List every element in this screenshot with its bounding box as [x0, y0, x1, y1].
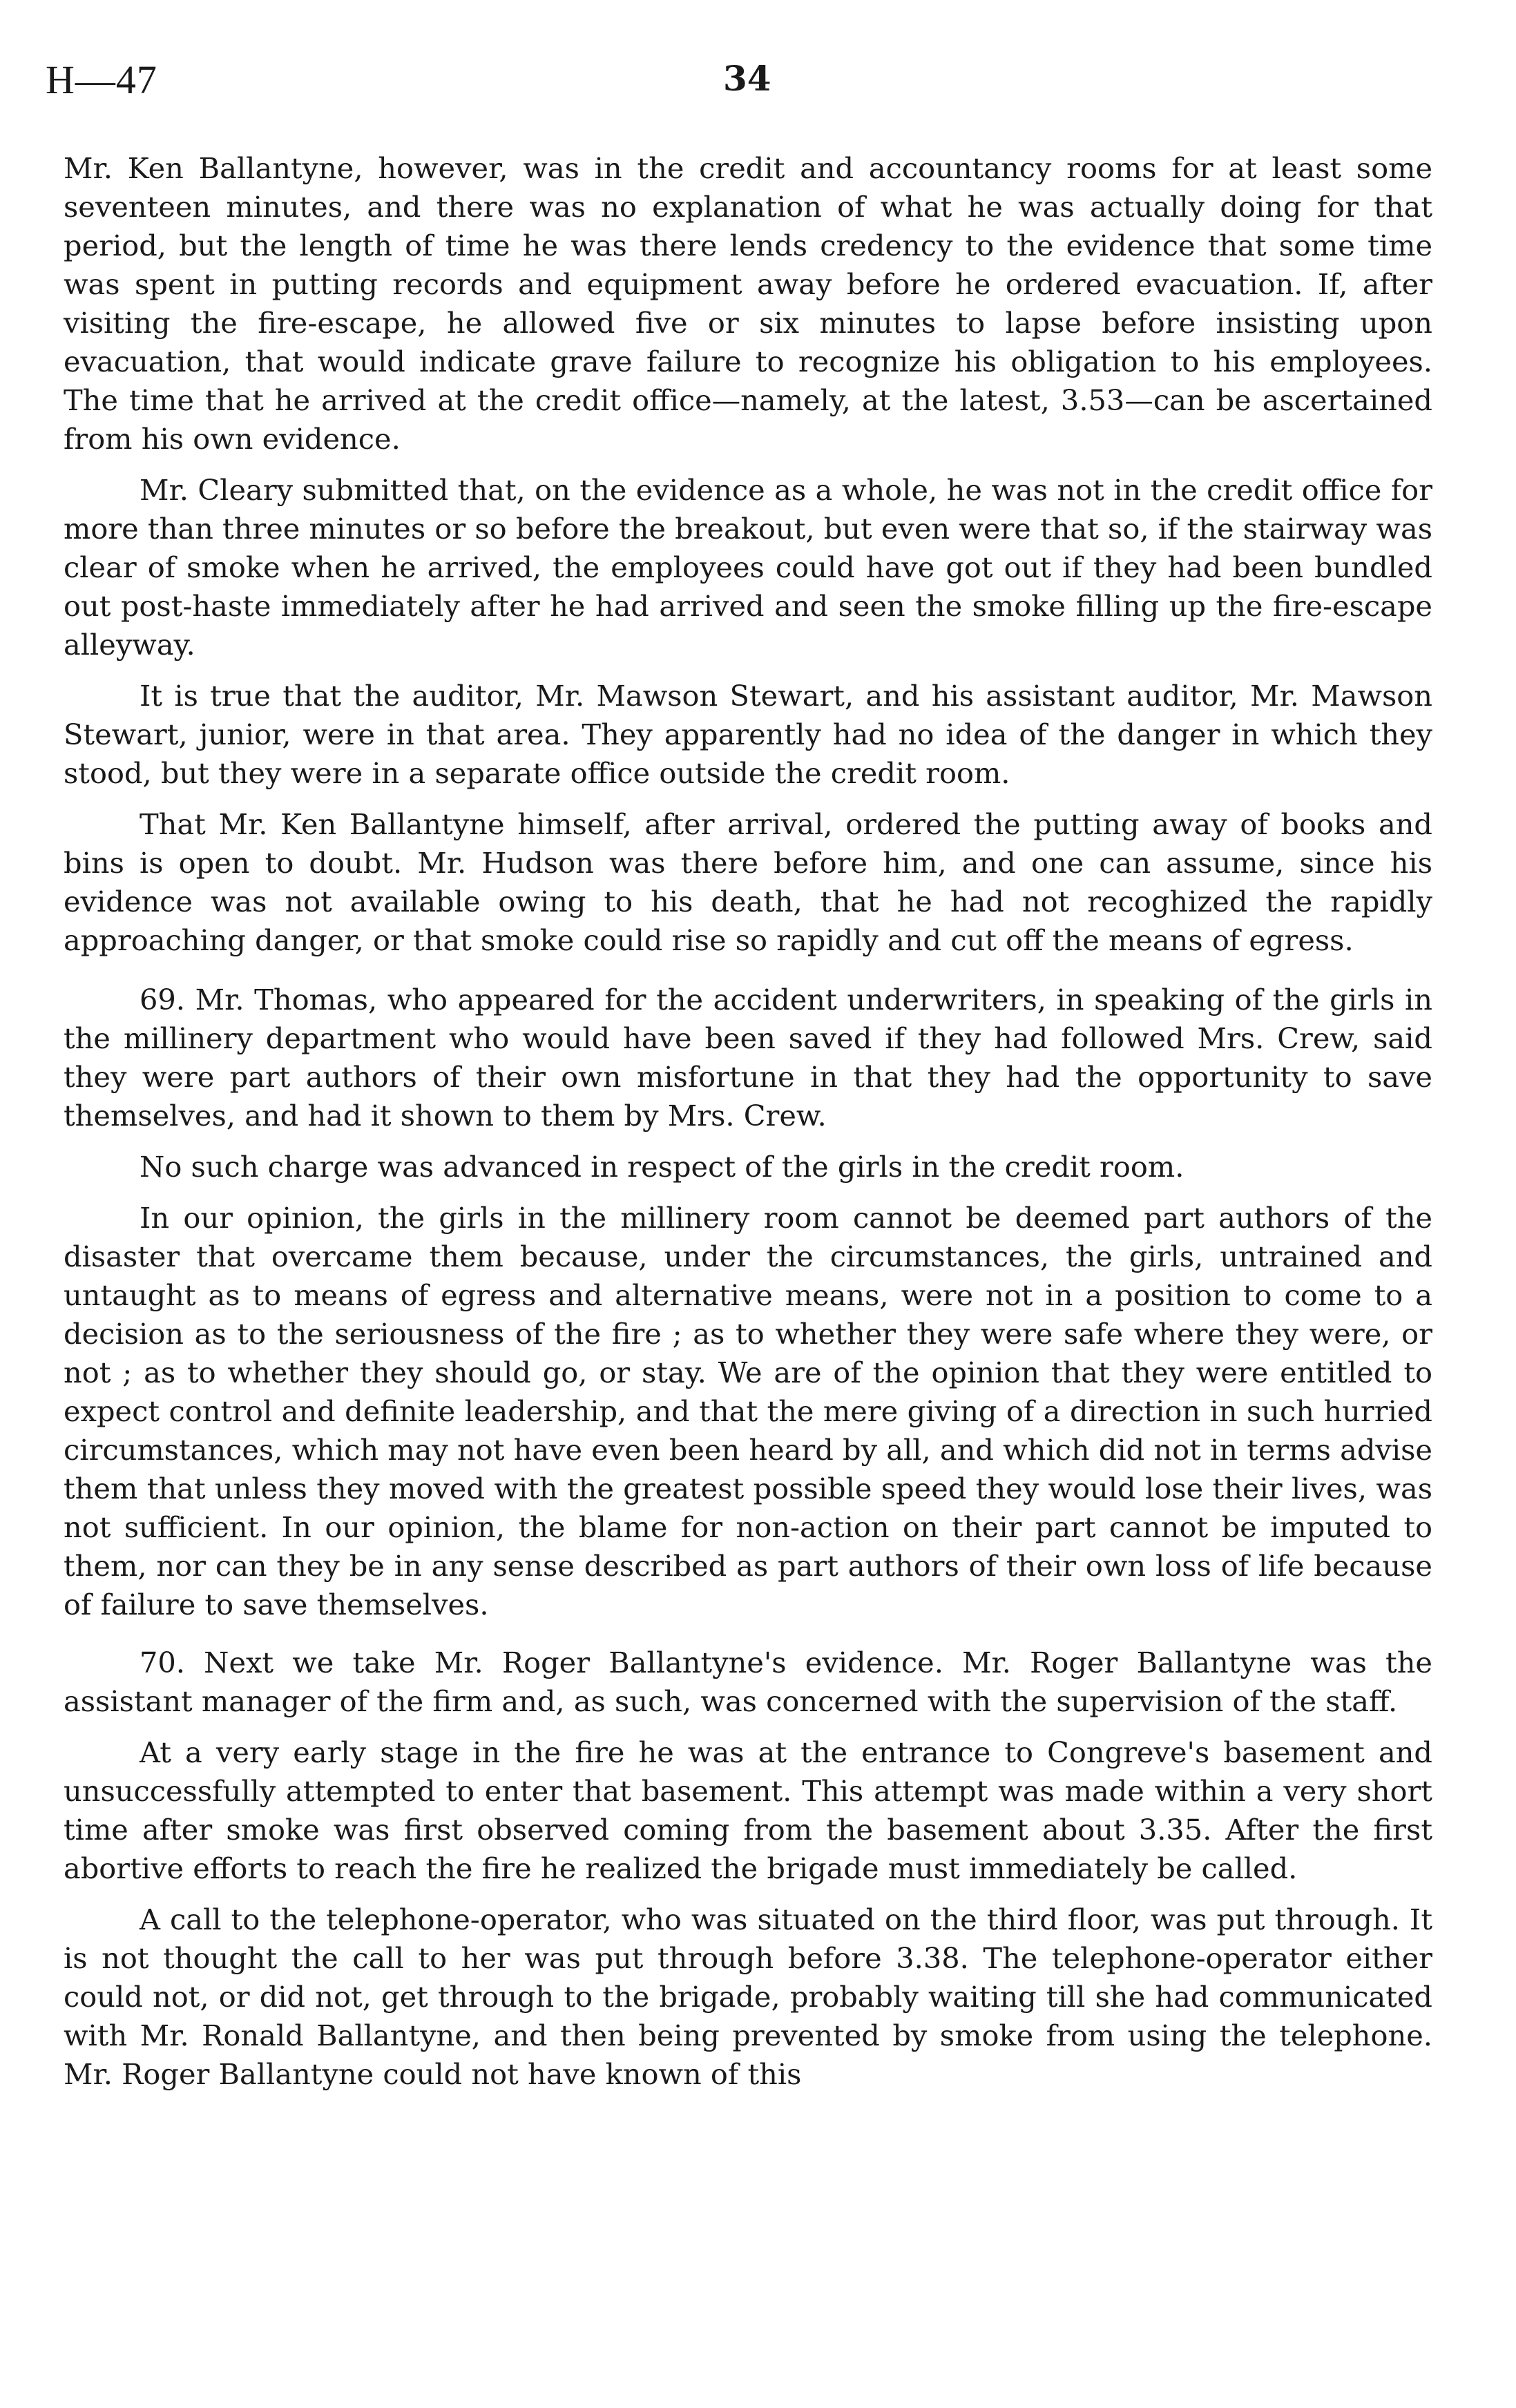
paragraph-cleary-submission: Mr. Cleary submitted that, on the evidence as a whole, he was not in the credit office for more than three minutes or so before the breakout, but even were that so, if the stairway was clear of smoke when he arrived, the employees could have got out if they had been bundled out post-haste immediately after he had arrived and seen the smoke filling up the fire-escape alleyway.	[64, 473, 1432, 662]
paragraph-books-and-bins: That Mr. Ken Ballantyne himself, after arrival, ordered the putting away of books and bins is open to doubt. Mr. Hudson was there before him, and one can assume, since his evidence was not available owing to his death, that he had not recoghized the rapidly approaching danger, or that smoke could rise so rapidly and cut off the means of egress.	[64, 807, 1432, 957]
paragraph-auditors: It is true that the auditor, Mr. Mawson Stewart, and his assistant auditor, Mr. Mawson Stewart, junior, were in that area. They apparently had no idea of the danger in which they stood, but they were in a separate office outside the credit room.	[64, 679, 1432, 790]
paragraph-telephone-operator: A call to the telephone-operator, who was situated on the third floor, was put through. It is not thought the call to her was put through before 3.38. The telephone-operator either could not, or did not, get through to the brigade, probably waiting till she had communicated with Mr. Ronald Ballantyne, and then being prevented by smoke from using the telephone. Mr. Roger Ballantyne could not have known of this	[64, 1903, 1432, 2091]
paragraph-no-such-charge: No such charge was advanced in respect of the girls in the credit room.	[140, 1150, 1184, 1184]
paragraph-69-thomas: 69. Mr. Thomas, who appeared for the accident underwriters, in speaking of the girls in the millinery department who would have been saved if they had followed Mrs. Crew, said they were part authors of their own misfortune in that they had the opportunity to save themselves, and had it shown to them by Mrs. Crew.	[64, 983, 1432, 1133]
document-code: H—47	[46, 57, 157, 102]
paragraph-70-roger-ballantyne: 70. Next we take Mr. Roger Ballantyne's evidence. Mr. Roger Ballantyne was the assistant manager of the firm and, as such, was concerned with the supervision of the staff.	[64, 1646, 1432, 1718]
page-header	[46, 57, 1434, 112]
page-number: 34	[723, 58, 771, 99]
body-text	[64, 149, 1432, 2094]
paragraph-millinery-opinion: In our opinion, the girls in the millinery room cannot be deemed part authors of the disaster that overcame them because, under the circumstances, the girls, untrained and untaught as to means of egress and alternative means, were not in a position to come to a decision as to the seriousness of the fire ; as to whether they were safe where they were, or not ; as to whether they should go, or stay. We are of the opinion that they were entitled to expect control and definite leadership, and that the mere giving of a direction in such hurried circumstances, which may not have even been heard by all, and which did not in terms advise them that unless they moved with the greatest possible speed they would lose their lives, was not sufficient. In our opinion, the blame for non-action on their part cannot be imputed to them, nor can they be in any sense described as part authors of their own loss of life because of failure to save themselves.	[64, 1201, 1432, 1621]
paragraph-ken-ballantyne-timing: Mr. Ken Ballantyne, however, was in the credit and accountancy rooms for at least some seventeen minutes, and there was no explanation of what he was actually doing for that period, but the length of time he was there lends credency to the evidence that some time was spent in putting records and equipment away before he ordered evacuation. If, after visiting the fire-escape, he allowed five or six minutes to lapse before insisting upon evacuation, that would indicate grave failure to recognize his obligation to his employees. The time that he arrived at the credit office—namely, at the latest, 3.53—can be ascertained from his own evidence.	[64, 151, 1432, 456]
paragraph-basement-attempt: At a very early stage in the fire he was at the entrance to Congreve's basement and unsuccessfully attempted to enter that basement. This attempt was made within a very short time after smoke was first observed coming from the basement about 3.35. After the first abortive efforts to reach the fire he realized the brigade must immediately be called.	[64, 1735, 1432, 1885]
